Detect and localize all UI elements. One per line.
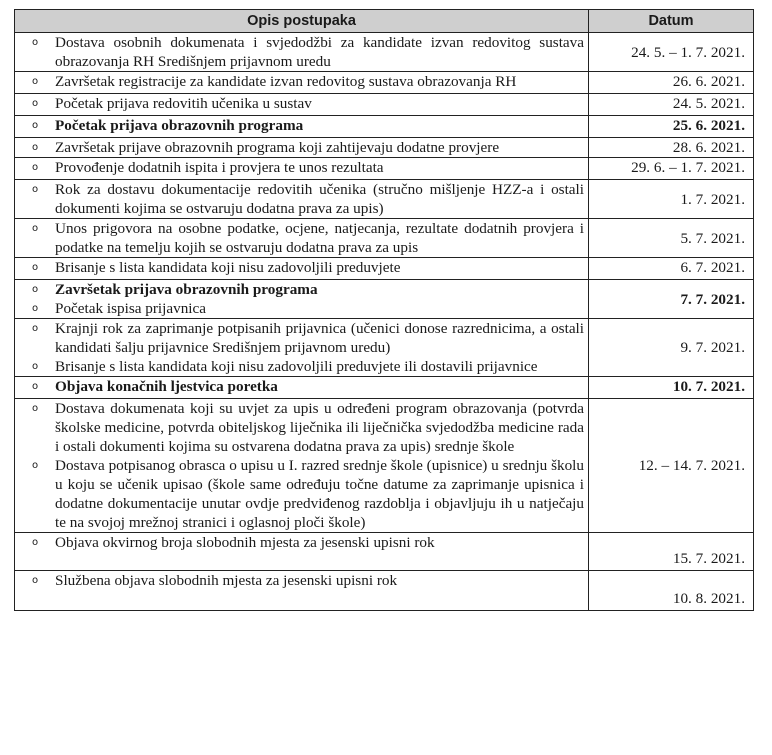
table-row bbox=[15, 94, 754, 116]
bullet-circle-icon: o bbox=[31, 403, 39, 414]
date-cell: 5. 7. 2021. bbox=[589, 219, 754, 258]
description-cell bbox=[15, 33, 589, 72]
step-description: Krajnji rok za zaprimanje potpisanih prijavnica (učenici donose razrednicima, a ostali kandidati šalju prijavnice Središnjem prijavnom uredu) bbox=[55, 320, 584, 356]
list-item bbox=[15, 357, 584, 376]
list-item bbox=[15, 456, 584, 532]
description-cell bbox=[15, 138, 589, 158]
list-item bbox=[15, 319, 584, 357]
step-description: Početak prijava obrazovnih programa bbox=[55, 117, 304, 134]
list-item bbox=[15, 533, 584, 552]
step-description: Dostava potpisanog obrasca o upisu u I. razred srednje škole (upisnice) u srednju školu u koju se učenik upisao (škole same određuju točne datume za zaprimanje upisnica i dodatne dokumentacije unutar ovdje predviđenog razdoblja i objavljuju ih u natječaju te na svojoj mrežnoj stranici i oglasnoj ploči škole) bbox=[55, 457, 584, 531]
date-cell: 29. 6. – 1. 7. 2021. bbox=[589, 158, 754, 180]
bullet-circle-icon: o bbox=[31, 537, 39, 548]
description-cell bbox=[15, 571, 589, 611]
description-cell bbox=[15, 280, 589, 319]
step-description: Rok za dostavu dokumentacije redovitih učenika (stručno mišljenje HZZ-a i ostali dokumenti kojima se ostvaruju dodatna prava za upis) bbox=[55, 181, 584, 217]
bullet-circle-icon: o bbox=[31, 303, 39, 314]
table-row bbox=[15, 138, 754, 158]
description-cell bbox=[15, 258, 589, 280]
description-cell bbox=[15, 72, 589, 94]
step-description: Završetak prijave obrazovnih programa koji zahtijevaju dodatne provjere bbox=[55, 139, 500, 156]
date-cell: 24. 5. 2021. bbox=[589, 94, 754, 116]
step-description: Dostava dokumenata koji su uvjet za upis u određeni program obrazovanja (potvrda školske medicine, potvrda obiteljskog liječnika ili liječnička svjedodžba medicine rada i ostali dokumenti kojima su ostvarena dodatna prava za upis) srednje škole bbox=[55, 400, 584, 455]
list-item bbox=[15, 219, 584, 257]
list-item bbox=[15, 138, 584, 157]
description-cell bbox=[15, 377, 589, 399]
table-header-row bbox=[15, 10, 754, 33]
bullet-circle-icon: o bbox=[31, 162, 39, 173]
table-row bbox=[15, 399, 754, 533]
table-row bbox=[15, 116, 754, 138]
date-cell: 9. 7. 2021. bbox=[589, 319, 754, 377]
step-description: Objava okvirnog broja slobodnih mjesta za jesenski upisni rok bbox=[55, 534, 435, 551]
list-item bbox=[15, 399, 584, 456]
bullet-circle-icon: o bbox=[31, 184, 39, 195]
step-description: Provođenje dodatnih ispita i provjera te unos rezultata bbox=[55, 159, 384, 176]
step-description: Objava konačnih ljestvica poretka bbox=[55, 378, 278, 395]
step-description: Početak prijava redovitih učenika u sustav bbox=[55, 95, 312, 112]
list-item bbox=[15, 180, 584, 218]
date-cell: 15. 7. 2021. bbox=[589, 533, 754, 571]
step-description: Završetak prijava obrazovnih programa bbox=[55, 281, 318, 298]
table-row bbox=[15, 319, 754, 377]
description-cell bbox=[15, 158, 589, 180]
date-cell: 10. 8. 2021. bbox=[589, 571, 754, 611]
list-item bbox=[15, 299, 584, 318]
bullet-circle-icon: o bbox=[31, 37, 39, 48]
table-row bbox=[15, 33, 754, 72]
list-item bbox=[15, 116, 584, 135]
step-description: Unos prigovora na osobne podatke, ocjene, natjecanja, rezultate dodatnih provjera i podatke na temelju kojih se ostvaruju dodatna prava za upis bbox=[55, 220, 584, 256]
schedule-rows bbox=[15, 33, 754, 611]
bullet-circle-icon: o bbox=[31, 323, 39, 334]
table-row bbox=[15, 180, 754, 219]
bullet-circle-icon: o bbox=[31, 142, 39, 153]
date-cell: 1. 7. 2021. bbox=[589, 180, 754, 219]
list-item bbox=[15, 377, 584, 396]
date-cell: 25. 6. 2021. bbox=[589, 116, 754, 138]
description-cell bbox=[15, 180, 589, 219]
description-cell bbox=[15, 319, 589, 377]
bullet-circle-icon: o bbox=[31, 460, 39, 471]
bullet-circle-icon: o bbox=[31, 361, 39, 372]
date-cell: 6. 7. 2021. bbox=[589, 258, 754, 280]
description-cell bbox=[15, 399, 589, 533]
table-row bbox=[15, 72, 754, 94]
table-row bbox=[15, 377, 754, 399]
list-item bbox=[15, 94, 584, 113]
step-description: Brisanje s lista kandidata koji nisu zadovoljili preduvjete bbox=[55, 259, 401, 276]
schedule-table bbox=[14, 9, 754, 611]
step-description: Službena objava slobodnih mjesta za jesenski upisni rok bbox=[55, 572, 398, 589]
date-cell: 26. 6. 2021. bbox=[589, 72, 754, 94]
description-cell bbox=[15, 533, 589, 571]
table-row bbox=[15, 571, 754, 611]
step-description: Početak ispisa prijavnica bbox=[55, 300, 206, 317]
bullet-circle-icon: o bbox=[31, 284, 39, 295]
step-description: Završetak registracije za kandidate izvan redovitog sustava obrazovanja RH bbox=[55, 73, 517, 90]
list-item bbox=[15, 571, 584, 590]
list-item bbox=[15, 280, 584, 299]
bullet-circle-icon: o bbox=[31, 223, 39, 234]
date-cell: 7. 7. 2021. bbox=[589, 280, 754, 319]
table-row bbox=[15, 280, 754, 319]
table-row bbox=[15, 158, 754, 180]
date-cell: 12. – 14. 7. 2021. bbox=[589, 399, 754, 533]
list-item bbox=[15, 72, 584, 91]
table-row bbox=[15, 258, 754, 280]
bullet-circle-icon: o bbox=[31, 120, 39, 131]
table-row bbox=[15, 219, 754, 258]
bullet-circle-icon: o bbox=[31, 76, 39, 87]
step-description: Dostava osobnih dokumenata i svjedodžbi za kandidate izvan redovitog sustava obrazovanja RH Središnjem prijavnom uredu bbox=[55, 34, 584, 70]
description-cell bbox=[15, 219, 589, 258]
step-description: Brisanje s lista kandidata koji nisu zadovoljili preduvjete ili dostavili prijavnice bbox=[55, 358, 538, 375]
date-cell: 10. 7. 2021. bbox=[589, 377, 754, 399]
bullet-circle-icon: o bbox=[31, 262, 39, 273]
date-cell: 24. 5. – 1. 7. 2021. bbox=[589, 33, 754, 72]
column-header-date: Datum bbox=[589, 10, 754, 33]
description-cell bbox=[15, 94, 589, 116]
list-item bbox=[15, 33, 584, 71]
bullet-circle-icon: o bbox=[31, 98, 39, 109]
description-cell bbox=[15, 116, 589, 138]
list-item bbox=[15, 258, 584, 277]
column-header-description: Opis postupaka bbox=[15, 10, 589, 33]
table-row bbox=[15, 533, 754, 571]
date-cell: 28. 6. 2021. bbox=[589, 138, 754, 158]
bullet-circle-icon: o bbox=[31, 381, 39, 392]
bullet-circle-icon: o bbox=[31, 575, 39, 586]
list-item bbox=[15, 158, 584, 177]
